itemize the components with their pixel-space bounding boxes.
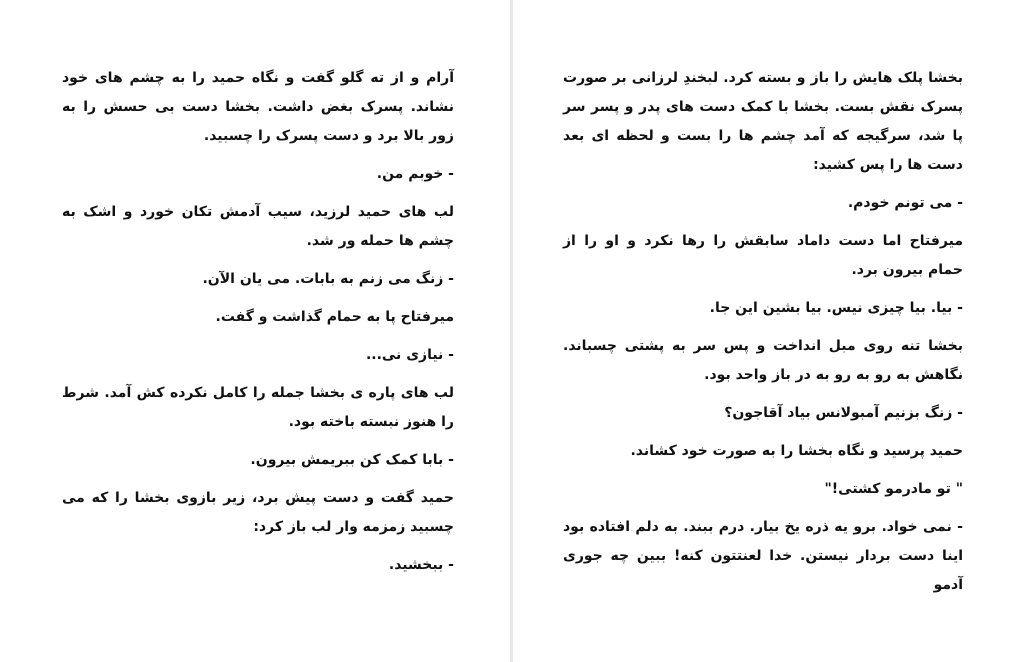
paragraph: - ببخشید. [388, 557, 454, 573]
paragraph: - می تونم خودم. [847, 195, 963, 211]
paragraph: حمید پرسید و نگاه بخشا را به صورت خود کشاند. [630, 443, 963, 459]
paragraph: " تو مادرمو کشتی!" [824, 481, 963, 497]
paragraph: میرفتاح پا به حمام گذاشت و گفت. [215, 309, 454, 325]
paragraph: - زنگ می زنم به بابات. می یان الآن. [202, 271, 454, 287]
right-page-text [563, 64, 963, 609]
paragraph: آرام و از ته گلو گفت و نگاه حمید را به چشم های خود نشاند. پسرک بغض داشت. بخشا دست بی حسش را به زور بالا برد و دست پسرک را چسبید. [62, 70, 454, 144]
paragraph: - بابا کمک کن ببریمش بیرون. [250, 452, 454, 468]
paragraph: - خوبم من. [376, 166, 454, 182]
paragraph: - زنگ بزنیم آمبولانس بیاد آقاجون؟ [724, 405, 963, 421]
right-page [513, 0, 1020, 662]
paragraph: - نیازی نی... [365, 347, 454, 363]
paragraph: حمید گفت و دست پیش برد، زیر بازوی بخشا را که می چسبید زمزمه وار لب باز کرد: [62, 490, 454, 535]
left-page-text [62, 64, 454, 589]
paragraph: لب های حمید لرزید، سیب آدمش تکان خورد و اشک به چشم ها حمله ور شد. [62, 204, 454, 249]
paragraph: بخشا پلک هایش را باز و بسته کرد. لبخندِ لرزانی بر صورت پسرک نقش بست. بخشا با کمک دست های پدر و پسر سر پا شد، سرگیجه که آمد چشم ها را بست و لحظه ای بعد دست ها را پس کشید: [563, 70, 963, 173]
paragraph: لب های پاره ی بخشا جمله را کامل نکرده کش آمد. شرط را هنوز نبسته باخته بود. [62, 385, 454, 430]
paragraph: بخشا تنه روی مبل انداخت و پس سر به پشتی چسباند. نگاهش به رو به رو به در باز واحد بود. [563, 338, 963, 383]
paragraph: - نمی خواد. برو یه ذره یخ بیار. درم ببند. به دلم افتاده بود اینا دست بردار نیستن. خدا لعنتتون کنه! ببین چه جوری آدمو [563, 519, 963, 593]
paragraph: میرفتاح اما دست داماد سابقش را رها نکرد و او را از حمام بیرون برد. [563, 233, 963, 278]
paragraph: - بیا. بیا چیزی نیس. بیا بشین این جا. [709, 300, 963, 316]
